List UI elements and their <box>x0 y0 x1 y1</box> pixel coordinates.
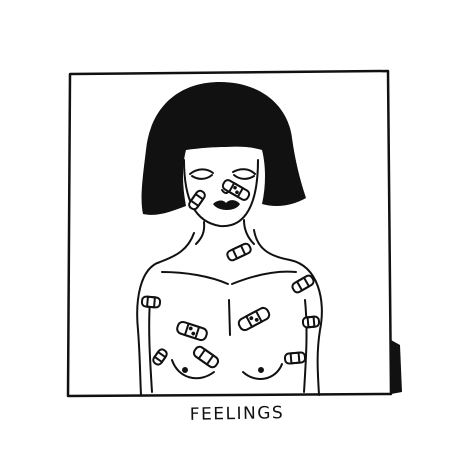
bandage-lower-right <box>285 352 306 364</box>
bandage-chest-center <box>237 306 271 332</box>
eye-right <box>233 169 255 174</box>
bandage-cheek-right <box>221 179 250 202</box>
lips <box>213 200 240 210</box>
bandage-chest-left <box>176 321 208 342</box>
collarbone-right <box>232 272 296 284</box>
neck <box>196 222 204 244</box>
frame-shadow <box>391 340 402 394</box>
bandage-arm-right <box>303 316 320 327</box>
bandage-lower-left <box>152 348 169 366</box>
bandage-arm-left <box>142 296 161 308</box>
bandage-shoulder-right <box>291 274 315 294</box>
bandage-cheek-left <box>188 189 207 211</box>
collarbone-left <box>162 272 228 284</box>
bandage-breast <box>192 345 220 369</box>
hair <box>142 82 306 215</box>
eye-left <box>190 169 213 174</box>
caption: FEELINGS <box>189 403 285 425</box>
bandage-neck <box>226 242 252 261</box>
